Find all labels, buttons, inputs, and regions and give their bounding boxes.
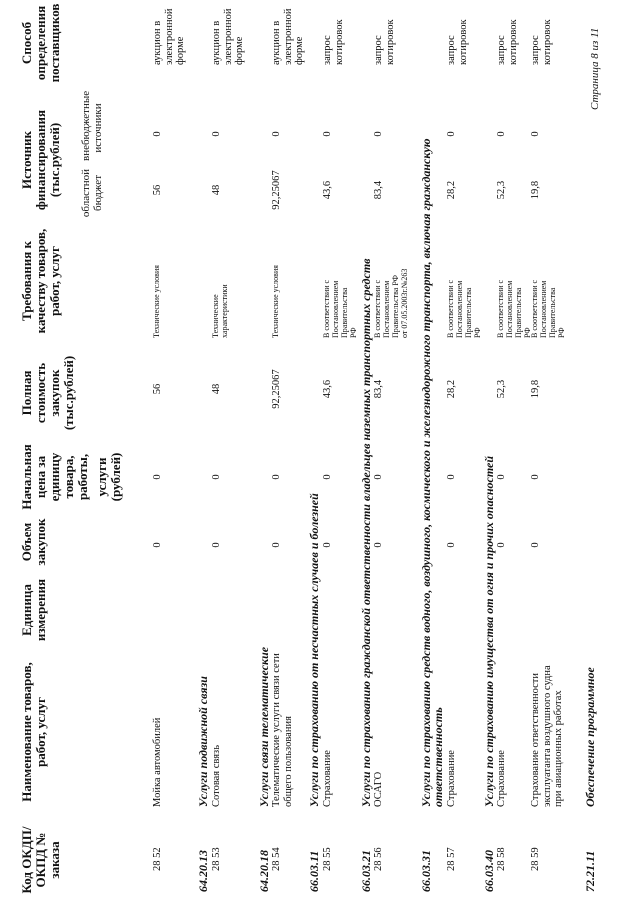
row-total: 28,2: [446, 379, 457, 399]
row-name: Сотовая связь: [211, 745, 222, 807]
row-extra: 0: [271, 131, 282, 137]
row-method: запрос котировок: [496, 19, 519, 65]
row-method: запрос котировок: [446, 19, 469, 65]
row-code: 28 59: [530, 847, 541, 871]
section-code: 66.03.21: [359, 850, 373, 892]
section-code: 66.03.31: [419, 850, 433, 892]
row-extra: 0: [373, 131, 384, 137]
row-volume: 0: [530, 542, 541, 548]
row-requirements: В соответствии с Постановлением Правительства РФ: [530, 279, 566, 338]
row-extra: 0: [496, 131, 507, 137]
row-method: аукцион в электронной форме: [152, 8, 186, 65]
row-price: 0: [152, 474, 163, 480]
row-regional: 19,8: [530, 180, 541, 200]
row-regional: 56: [152, 184, 163, 196]
row-method: запрос котировок: [530, 19, 553, 65]
row-method: запрос котировок: [373, 19, 396, 65]
row-requirements: Технические характеристики: [211, 284, 229, 338]
header-requirements: Требования к качеству товаров, работ, услуг: [19, 228, 62, 334]
row-code: 28 52: [152, 847, 163, 871]
row-code: 28 57: [446, 847, 457, 871]
section-code: 72.21.11: [583, 850, 597, 892]
row-total: 43,6: [322, 379, 333, 399]
row-price: 0: [496, 474, 507, 480]
section-title: Услуги связи телематические: [257, 646, 271, 807]
section-code: 64.20.13: [196, 850, 210, 892]
row-extra: 0: [211, 131, 222, 137]
header-name: Наименование товаров, работ, услуг: [19, 662, 48, 802]
row-total: 56: [152, 383, 163, 395]
row-regional: 43,6: [322, 180, 333, 200]
row-name: Страхование: [446, 750, 457, 807]
header-code: Код ОКДП/ ОКПД № заказа: [19, 826, 62, 894]
row-name: Страхование: [322, 750, 333, 807]
row-regional: 92,25067: [271, 170, 282, 210]
row-total: 92,25067: [271, 369, 282, 409]
row-regional: 83,4: [373, 180, 384, 200]
section-code: 66.03.40: [482, 850, 496, 892]
row-name: Страхование: [496, 750, 507, 807]
row-requirements: В соответствии с Постановлением Правительства РФ: [496, 279, 532, 338]
section-title: Услуги по страхованию средств водного, воздушного, космического и железнодорожного транспорта, включая гражданскую ответственность: [419, 138, 445, 807]
header-price: Начальная цена за единицу товара, работы,: [19, 444, 90, 510]
row-name: Телематические услуги связи сети общего пользования: [271, 653, 294, 807]
row-volume: 0: [152, 542, 163, 548]
row-volume: 0: [271, 542, 282, 548]
row-method: запрос котировок: [322, 19, 345, 65]
header-total: Полная стоимость закупок (тыс.рублей): [19, 355, 76, 431]
row-method: аукцион в электронной форме: [271, 8, 305, 65]
row-requirements: В соответствии с Постановлением Правительства РФ от 07.05.2003г.№263: [373, 268, 409, 338]
row-name: Страхование ответственности эксплуатанта воздушного судна при авиационных работах: [530, 665, 564, 807]
row-total: 52,3: [496, 379, 507, 399]
row-requirements: В соответствии с Постановлением Правительства РФ: [446, 279, 482, 338]
row-volume: 0: [211, 542, 222, 548]
section-title: Услуги по страхованию гражданской ответственности владельцев наземных транспортных средств: [359, 258, 373, 807]
row-requirements: Технические условия: [152, 265, 161, 338]
row-code: 28 54: [271, 847, 282, 871]
row-name: ОСАГО: [373, 771, 384, 807]
row-total: 48: [211, 383, 222, 395]
section-code: 64.20.18: [257, 850, 271, 892]
row-name: Мойка автомобилей: [152, 717, 163, 807]
row-regional: 52,3: [496, 180, 507, 200]
row-code: 28 55: [322, 847, 333, 871]
section-title: Услуги по страхованию имущества от огня и прочих опасностей: [482, 455, 496, 807]
header-finance-extra: внебюджетные источники: [80, 90, 104, 161]
section-title: Услуги подвижной связи: [196, 676, 210, 807]
row-price: 0: [530, 474, 541, 480]
row-regional: 48: [211, 184, 222, 196]
row-extra: 0: [322, 131, 333, 137]
header-method: Способ определения поставщиков: [19, 3, 62, 83]
header-finance-regional: областной бюджет: [80, 168, 104, 218]
row-requirements: Технические условия: [271, 265, 280, 338]
row-total: 19,8: [530, 379, 541, 399]
row-volume: 0: [322, 542, 333, 548]
row-price: 0: [211, 474, 222, 480]
row-requirements: В соответствии с Постановлением Правительства РФ: [322, 279, 358, 338]
row-total: 83,4: [373, 379, 384, 399]
row-volume: 0: [373, 542, 384, 548]
row-volume: 0: [446, 542, 457, 548]
row-price: 0: [322, 474, 333, 480]
section-code: 66.03.11: [307, 850, 321, 892]
row-volume: 0: [496, 542, 507, 548]
header-volume: Объем закупок: [19, 518, 48, 566]
header-price-tail: услуги (рублей): [94, 452, 123, 502]
header-unit: Единица измерения: [19, 578, 48, 642]
row-code: 28 53: [211, 847, 222, 871]
row-price: 0: [373, 474, 384, 480]
section-title: Обеспечение программное: [583, 667, 597, 807]
row-price: 0: [446, 474, 457, 480]
header-finance: Источник финансирования (тыс.рублей): [19, 109, 62, 211]
row-method: аукцион в электронной форме: [211, 8, 245, 65]
row-extra: 0: [446, 131, 457, 137]
row-code: 28 56: [373, 847, 384, 871]
page-number: Страница 8 из 11: [589, 27, 601, 110]
section-title: Услуги по страхованию от несчастных случаев и болезней: [307, 493, 321, 807]
row-regional: 28,2: [446, 180, 457, 200]
row-extra: 0: [530, 131, 541, 137]
row-extra: 0: [152, 131, 163, 137]
row-price: 0: [271, 474, 282, 480]
row-code: 28 58: [496, 847, 507, 871]
